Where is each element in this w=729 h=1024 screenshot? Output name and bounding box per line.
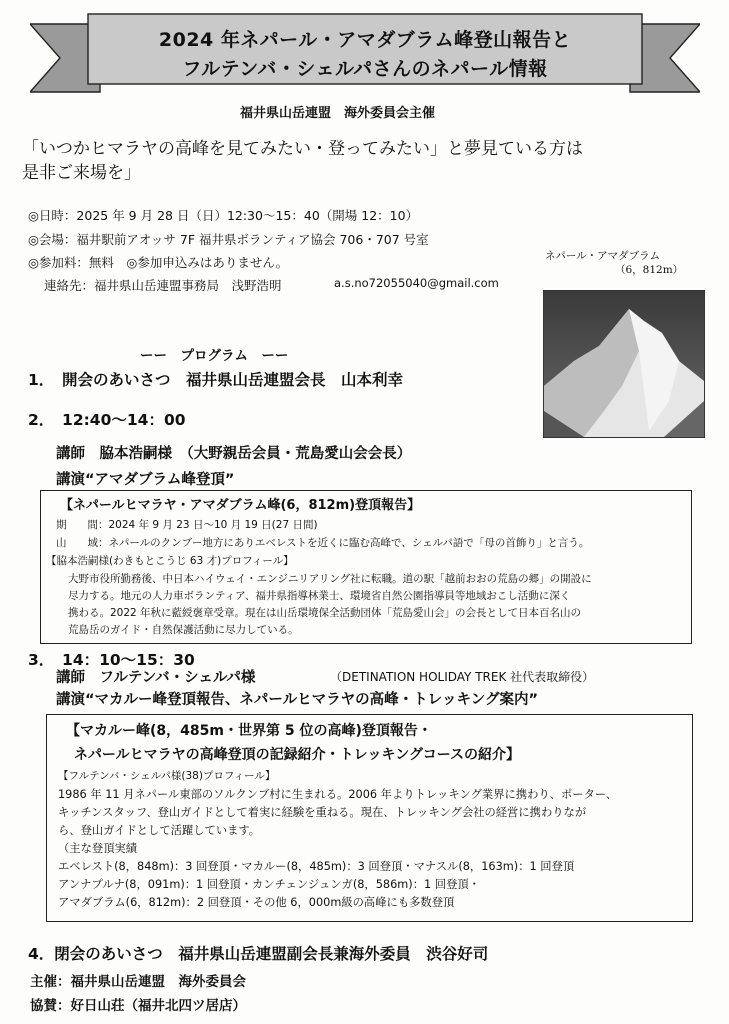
program-item-1: 1． 開会のあいさつ 福井県山岳連盟会長 山本利幸 [28, 371, 404, 389]
hook-line-2: 是非ご来場を」 [22, 163, 141, 183]
item-3-profile-line: 1986 年 11 月ネパール東部のソルクンブ村に生まれる。2006 年よりトレッキング業界に携わり、ポーター、 [58, 788, 618, 801]
photo-caption-height: （6，812m） [615, 264, 684, 276]
item-2-profile-line: 荒島岳のガイド・自然保護活動に尽力している。 [68, 624, 299, 636]
item-3-box-title-1: 【マカルー峰(8，485m・世界第 5 位の高峰)登頂報告・ [66, 723, 432, 739]
program-heading: ーー プログラム ーー [140, 348, 289, 364]
event-date: ◎日時：2025 年 9 月 28 日（日）12:30～15：40（開場 12：10） [28, 208, 419, 223]
program-item-3-time: 3． 14：10～15：30 [28, 651, 195, 669]
event-fee: ◎参加料：無料 ◎参加申込みはありません。 [28, 255, 289, 270]
organizer: 福井県山岳連盟 海外委員会主催 [240, 106, 436, 121]
program-item-4: 4．閉会のあいさつ 福井県山岳連盟副会長兼海外委員 渋谷好司 [28, 945, 489, 963]
host: 主催：福井県山岳連盟 海外委員会 [30, 974, 246, 990]
item-3-record-heading: （主な登頂実績 [58, 842, 138, 855]
item-3-profile-heading: 【フルテンバ・シェルパ様(38)プロフィール】 [58, 770, 276, 782]
hook-line-1: 「いつかヒマラヤの高峰を見てみたい・登ってみたい」と夢見ている方は [22, 139, 583, 159]
item-2-region: 山 域：ネパールのクンブー地方にありエベレストを近くに臨む高峰で、シェルパ語で「母の首飾り」と言う。 [56, 537, 590, 549]
mountain-photo [543, 290, 705, 438]
item-2-lecturer: 講師 脇本浩嗣様 （大野親岳会員・荒島愛山会会長） [56, 446, 412, 462]
item-3-record-line: エベレスト(8，848m)：3 回登頂・マカルー(8，485m)：3 回登頂・マナスル(8，163m)：1 回登頂 [58, 860, 575, 873]
item-2-profile-line: 尽力する。地元の人力車ボランティア、福井県指導林業士、環境省自然公園指導員等地域おこし活動に深く [68, 590, 571, 602]
item-2-profile-heading: 【脇本浩嗣様(わきもとこうじ 63 才)プロフィール】 [46, 555, 294, 567]
item-3-record-line: アンナプルナ(8，091m)：1 回登頂・カンチェンジュンガ(8，586m)：1 回登頂・ [58, 878, 480, 891]
event-venue: ◎会場：福井駅前アオッサ 7F 福井県ボランティア協会 706・707 号室 [28, 232, 429, 247]
item-3-record-line: アマダブラム(6，812m)：2 回登頂・その他 6，000m級の高峰にも多数登頂 [58, 896, 455, 909]
sponsor: 協賛：好日山荘（福井北四ツ居店） [30, 998, 246, 1014]
item-3-lecturer: 講師 フルテンバ・シェルパ様 [56, 670, 256, 686]
title-line-1: 2024 年ネパール・アマダブラム峰登山報告と [158, 29, 572, 51]
program-item-2-time: 2． 12:40～14：00 [28, 411, 186, 429]
item-3-profile-line: キッチンスタッフ、登山ガイドとして着実に経験を重ねる。現在、トレッキング会社の経営に携わりなが [58, 806, 587, 819]
item-3-box-title-2: ネパールヒマラヤの高峰登頂の記録紹介・トレッキングコースの紹介】 [74, 747, 521, 763]
item-3-talk: 講演“マカルー峰登頂報告、ネパールヒマラヤの高峰・トレッキング案内” [56, 692, 539, 708]
photo-caption-name: ネパール・アマダブラム [545, 250, 661, 262]
item-3-lecturer-org: （DETINATION HOLIDAY TREK 社代表取締役） [330, 670, 595, 684]
item-2-profile-line: 大野市役所勤務後、中日本ハイウェイ・エンジニリアリング社に転職。道の駅「越前おおの荒島の郷」の開設に [68, 573, 592, 585]
title-line-2: フルテンバ・シェルパさんのネパール情報 [182, 58, 548, 80]
item-2-period: 期 間：2024 年 9 月 23 日～10 月 19 日(27 日間) [56, 519, 318, 531]
contact: 連絡先：福井県山岳連盟事務局 浅野浩明 [44, 278, 282, 293]
item-2-box-title: 【ネパールヒマラヤ・アマダブラム峰(6，812m)登頂報告】 [60, 498, 421, 513]
item-3-profile-line: ら、登山ガイドとして活躍しています。 [58, 824, 261, 837]
item-2-talk: 講演“アマダブラム峰登頂” [56, 472, 235, 488]
contact-email: a.s.no72055040@gmail.com [334, 276, 499, 290]
item-2-profile-line: 携わる。2022 年秋に藍綬褒章受章。現在は山岳環境保全活動団体「荒島愛山会」の会長として日本百名山の [68, 607, 582, 619]
title-banner [30, 10, 700, 102]
